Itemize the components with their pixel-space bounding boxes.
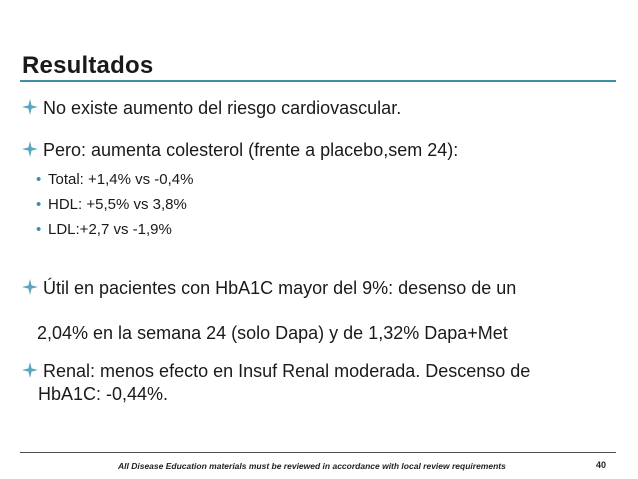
bullet-continuation: 2,04% en la semana 24 (solo Dapa) y de 1,32% Dapa+Met (37, 323, 508, 343)
four-point-star-icon (22, 362, 38, 378)
bullet-continuation: HbA1C: -0,44%. (38, 384, 169, 404)
sub-bullet-text: Total: +1,4% vs -0,4% (48, 171, 194, 188)
sub-bullet-item (36, 196, 187, 213)
dot-bullet-icon: • (36, 196, 42, 213)
four-point-star-icon (22, 141, 38, 157)
bullet-item (22, 140, 458, 161)
sub-bullet-item (36, 221, 172, 238)
bullet-item (22, 361, 530, 382)
bullet-text: No existe aumento del riesgo cardiovascular. (43, 98, 402, 118)
bullet-text: Renal: menos efecto en Insuf Renal moderada. Descenso de (43, 361, 531, 381)
sub-bullet-text: LDL:+2,7 vs -1,9% (48, 221, 172, 238)
bullet-item (22, 278, 516, 299)
footer-divider (20, 452, 616, 453)
title-underline (20, 80, 616, 82)
page-number: 40 (596, 460, 607, 470)
dot-bullet-icon: • (36, 221, 42, 238)
sub-bullet-item (36, 171, 194, 188)
dot-bullet-icon: • (36, 171, 42, 188)
bullet-text: Útil en pacientes con HbA1C mayor del 9%: desenso de un (43, 278, 517, 298)
four-point-star-icon (22, 279, 38, 295)
slide-title: Resultados (22, 52, 154, 79)
bullet-item (22, 98, 401, 119)
four-point-star-icon (22, 99, 38, 115)
bullet-text: Pero: aumenta colesterol (frente a placebo,sem 24): (43, 140, 459, 160)
sub-bullet-text: HDL: +5,5% vs 3,8% (48, 196, 187, 213)
footer-disclaimer: All Disease Education materials must be reviewed in accordance with local review requirements (118, 461, 506, 471)
